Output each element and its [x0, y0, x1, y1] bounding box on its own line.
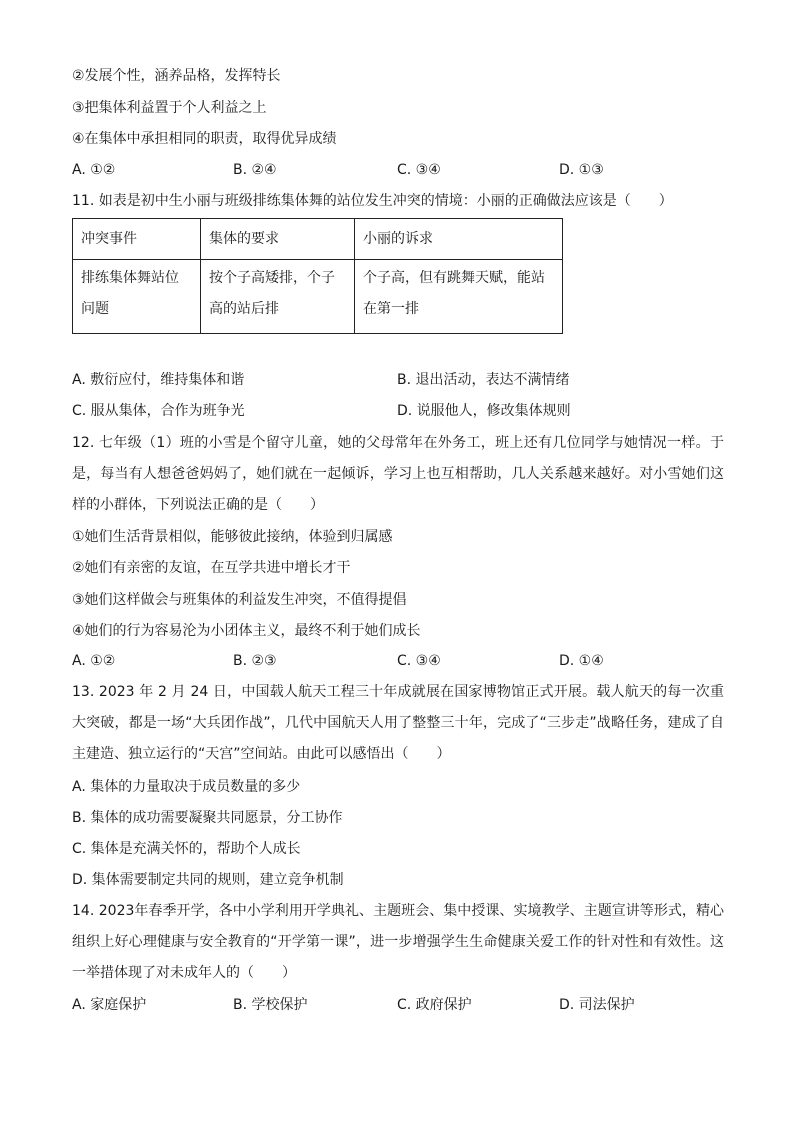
- q11-option-b: B. 退出活动，表达不满情绪: [397, 372, 570, 388]
- q10-option-d: D. ①③: [559, 162, 604, 178]
- table-header-cell: 集体的要求: [201, 219, 355, 260]
- q11-options-row-1: [72, 370, 732, 390]
- q10-item-4: ④在集体中承担相同的职责，取得优异成绩: [72, 131, 337, 147]
- q12-item-1: ①她们生活背景相似，能够彼此接纳，体验到归属感: [72, 529, 393, 545]
- q10-item-2: ②发展个性，涵养品格，发挥特长: [72, 68, 281, 84]
- q12-item-2: ②她们有亲密的友谊，在互学共进中增长才干: [72, 560, 351, 576]
- q12-options: [72, 651, 732, 671]
- q12-option-b: B. ②③: [233, 653, 277, 669]
- q12-option-a: A. ①②: [72, 653, 116, 669]
- q11-conflict-table: [72, 218, 563, 334]
- q13-stem: 13. 2023 年 2 月 24 日，中国载人航天工程三十年成就展在国家博物馆正式开展。载人航天的每一次重大突破，都是一场“大兵团作战”，几代中国航天人用了整整三十年，完成了“三步走”战略任务，建成了自主建造、独立运行的“天宫”空间站。由此可以感悟出（ ）: [72, 684, 724, 762]
- q12-option-c: C. ③④: [397, 653, 441, 669]
- q14-options: [72, 995, 732, 1015]
- q11-options-row-2: [72, 401, 732, 421]
- q11-option-d: D. 说服他人，修改集体规则: [397, 403, 571, 419]
- q11-option-a: A. 敷衍应付，维持集体和谐: [72, 372, 245, 388]
- table-header-cell: 小丽的诉求: [355, 219, 563, 260]
- table-header-cell: 冲突事件: [73, 219, 201, 260]
- q13-option-d: D. 集体需要制定共同的规则，建立竞争机制: [72, 872, 344, 888]
- table-header-row: [73, 219, 563, 260]
- q14-option-c: C. 政府保护: [397, 997, 472, 1013]
- q12-item-3: ③她们这样做会与班集体的利益发生冲突，不值得提倡: [72, 592, 407, 608]
- q10-options: [72, 160, 732, 180]
- q10-option-c: C. ③④: [397, 162, 441, 178]
- q11-option-c: C. 服从集体，合作为班争光: [72, 403, 245, 419]
- q13-option-a: A. 集体的力量取决于成员数量的多少: [72, 779, 301, 795]
- table-cell: 个子高，但有跳舞天赋，能站在第一排: [355, 260, 563, 334]
- q14-option-a: A. 家庭保护: [72, 997, 147, 1013]
- table-cell: 按个子高矮排，个子高的站后排: [201, 260, 355, 334]
- q10-item-3: ③把集体利益置于个人利益之上: [72, 100, 267, 116]
- q10-option-a: A. ①②: [72, 162, 116, 178]
- q12-option-d: D. ①④: [559, 653, 604, 669]
- q14-option-d: D. 司法保护: [559, 997, 635, 1013]
- q13-option-b: B. 集体的成功需要凝聚共同愿景，分工协作: [72, 810, 343, 826]
- q13-option-c: C. 集体是充满关怀的，帮助个人成长: [72, 841, 301, 857]
- q14-option-b: B. 学校保护: [233, 997, 308, 1013]
- q12-stem: 12. 七年级（1）班的小雪是个留守儿童，她的父母常年在外务工，班上还有几位同学与她情况一样。于是，每当有人想爸爸妈妈了，她们就在一起倾诉，学习上也互相帮助，几人关系越来越好。对小雪她们这样的小群体，下列说法正确的是（ ）: [72, 435, 724, 513]
- q12-item-4: ④她们的行为容易沦为小团体主义，最终不利于她们成长: [72, 623, 421, 639]
- q10-option-b: B. ②④: [233, 162, 277, 178]
- table-cell: 排练集体舞站位问题: [73, 260, 201, 334]
- table-row: [73, 260, 563, 334]
- q14-stem: 14. 2023年春季开学，各中小学利用开学典礼、主题班会、集中授课、实境教学、主题宣讲等形式，精心组织上好心理健康与安全教育的“开学第一课”，进一步增强学生生命健康关爱工作的针对性和有效性。这一举措体现了对未成年人的（ ）: [72, 903, 724, 981]
- q11-stem: 11. 如表是初中生小丽与班级排练集体舞的站位发生冲突的情境：小丽的正确做法应该是（ ）: [72, 193, 673, 209]
